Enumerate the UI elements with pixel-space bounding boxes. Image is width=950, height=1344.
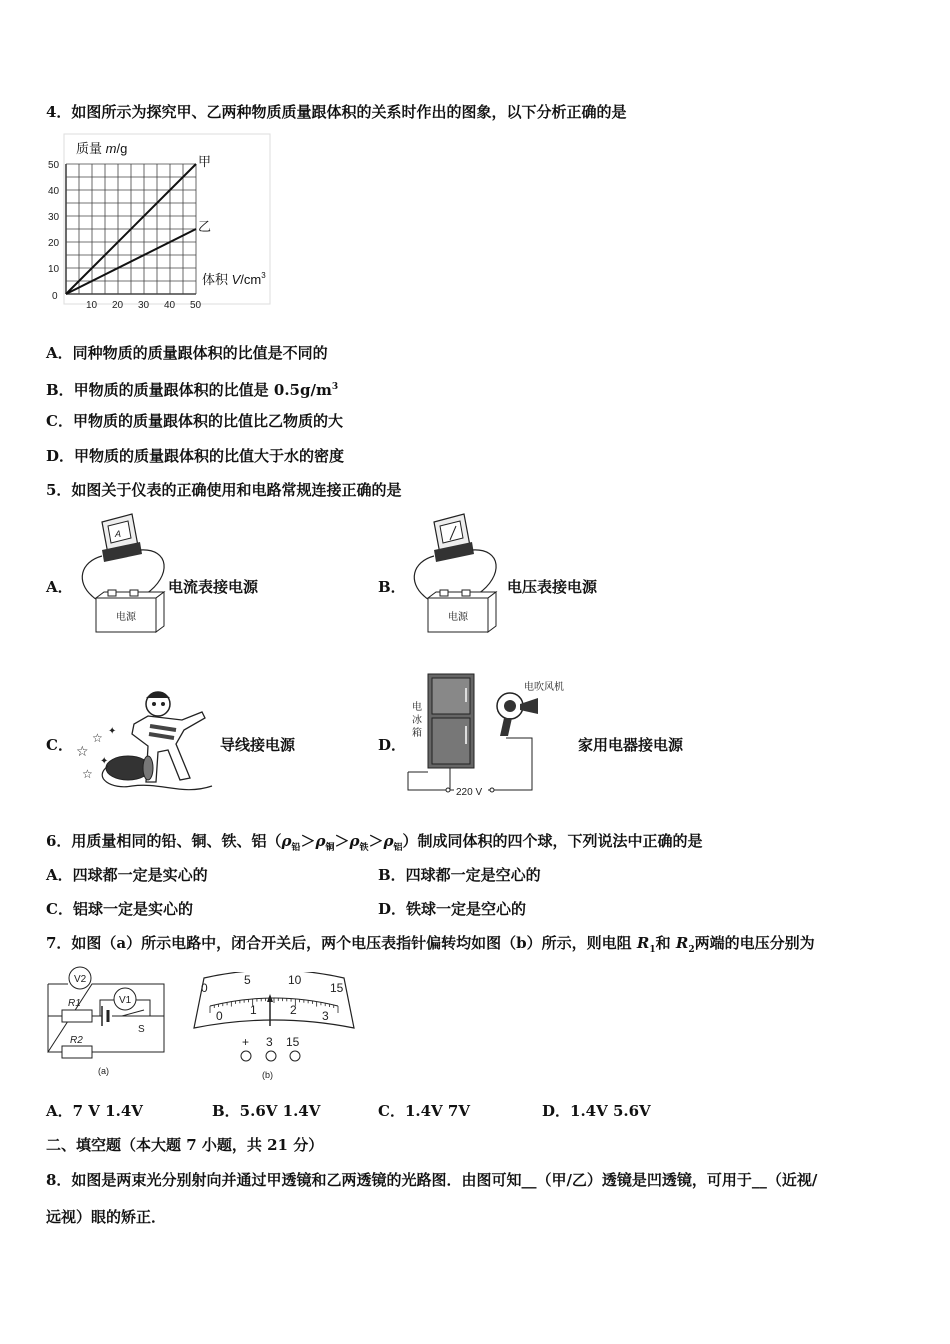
svg-text:✦: ✦	[100, 756, 109, 767]
chart-xlabel: 体积 $V/cm^3$	[202, 271, 266, 287]
q5-option-a-letter: A．	[46, 578, 73, 596]
circuit-diagram-a	[40, 964, 180, 1082]
x-tick-label: 40	[164, 300, 176, 311]
q6-option-a: A．四球都一定是实心的	[46, 866, 208, 884]
chart-ylabel: 质量 m/g	[76, 141, 128, 156]
q8-line1: 8．如图是两束光分别射向并通过甲透镜和乙两透镜的光路图．由图可知__（甲/乙）透镜是凹透镜，可用于__（近视/	[46, 1171, 818, 1189]
voltmeter-battery-figure	[404, 510, 504, 640]
battery-label-b: 电源	[448, 612, 468, 623]
ammeter-battery-figure	[72, 510, 172, 640]
v2-label: V2	[74, 974, 87, 985]
dial-top-5: 5	[244, 973, 251, 987]
q7-option-d: D．1.4V 5.6V	[542, 1102, 651, 1120]
svg-text:✦: ✦	[108, 726, 117, 737]
q4-option-a: A．同种物质的质量跟体积的比值是不同的	[46, 344, 328, 362]
dryer-label: 电吹风机	[524, 682, 564, 693]
y-tick-label: 10	[48, 264, 60, 275]
q4-option-c: C．甲物质的质量跟体积的比值比乙物质的大	[46, 412, 343, 430]
mass-volume-chart	[40, 130, 280, 315]
terminal-plus: +	[242, 1035, 250, 1049]
wire-shortcircuit-figure	[72, 686, 222, 802]
q6-option-b: B．四球都一定是空心的	[378, 866, 541, 884]
svg-text:☆: ☆	[76, 743, 89, 759]
dial-top-15: 15	[330, 981, 344, 995]
series-label-yi: 乙	[198, 219, 212, 234]
y-tick-label: 50	[48, 160, 60, 171]
series-label-jia: 甲	[198, 154, 212, 169]
q5-option-d-caption: 家用电器接电源	[578, 736, 684, 754]
dial-top-0: 0	[201, 981, 208, 995]
q5-option-c-caption: 导线接电源	[220, 736, 296, 754]
voltage-label: 220 V	[456, 787, 483, 798]
q7-option-c: C．1.4V 7V	[378, 1102, 470, 1120]
terminal-3: 3	[266, 1035, 273, 1049]
q7-option-a: A．7 V 1.4V	[46, 1102, 143, 1120]
q7-stem: 7．如图（a）所示电路中，闭合开关后，两个电压表指针偏转均如图（b）所示，则电阻 $R_1$和 $R_2$两端的电压分别为	[46, 934, 815, 955]
q5-option-a-caption: 电流表接电源	[168, 578, 259, 596]
x-tick-label: 50	[190, 300, 202, 311]
fridge-label-3: 箱	[412, 728, 422, 739]
y-tick-label: 30	[48, 212, 60, 223]
voltmeter-dial-b	[186, 972, 362, 1086]
y-tick-label: 20	[48, 238, 60, 249]
q5-option-b-caption: 电压表接电源	[507, 578, 598, 596]
q6-option-c: C．铝球一定是实心的	[46, 900, 193, 918]
r2-label: R2	[70, 1035, 83, 1046]
q8-line2: 远视）眼的矫正．	[46, 1208, 167, 1226]
q5-option-d-letter: D．	[378, 736, 407, 754]
v1-label: V1	[119, 995, 132, 1006]
dial-top-10: 10	[288, 973, 302, 987]
q4-option-b: B．甲物质的质量跟体积的比值是 $0.5g/m^3$	[46, 381, 339, 399]
fig-a-caption: (a)	[98, 1066, 109, 1076]
chart-origin-label: 0	[52, 291, 58, 302]
svg-text:☆: ☆	[92, 731, 103, 745]
x-tick-label: 10	[86, 300, 98, 311]
svg-text:☆: ☆	[82, 767, 93, 781]
q6-option-d: D．铁球一定是空心的	[378, 900, 527, 918]
q7-option-b: B．5.6V 1.4V	[212, 1102, 321, 1120]
q4-stem: 4．如图所示为探究甲、乙两种物质质量跟体积的关系时作出的图象，以下分析正确的是	[46, 103, 627, 121]
q5-option-c-letter: C．	[46, 736, 73, 754]
dial-bottom-3: 3	[322, 1009, 329, 1023]
q6-stem: 6．用质量相同的铅、铜、铁、铝$(\rho_铅>\rho_铜>\rho_铁>\rho_铝)$制成同体积的四个球，下列说法中正确的是	[46, 832, 703, 853]
x-tick-label: 30	[138, 300, 150, 311]
switch-label: S	[138, 1024, 145, 1035]
svg-text:A: A	[115, 529, 122, 539]
q5-stem: 5．如图关于仪表的正确使用和电路常规连接正确的是	[46, 481, 402, 499]
r1-label: R1	[68, 998, 81, 1009]
dial-bottom-1: 1	[250, 1003, 257, 1017]
fridge-label-2: 冰	[412, 715, 422, 726]
fig-b-caption: (b)	[262, 1070, 273, 1080]
appliances-220v-figure	[400, 668, 590, 802]
q4-option-d: D．甲物质的质量跟体积的比值大于水的密度	[46, 447, 345, 465]
section-heading: 二、填空题（本大题 7 小题，共 21 分）	[46, 1136, 324, 1154]
y-tick-label: 40	[48, 186, 60, 197]
q5-option-b-letter: B．	[378, 578, 406, 596]
dial-bottom-2: 2	[290, 1003, 297, 1017]
dial-bottom-0: 0	[216, 1009, 223, 1023]
fridge-label-1: 电	[412, 702, 422, 713]
x-tick-label: 20	[112, 300, 124, 311]
terminal-15: 15	[286, 1035, 300, 1049]
battery-label-a: 电源	[116, 612, 136, 623]
